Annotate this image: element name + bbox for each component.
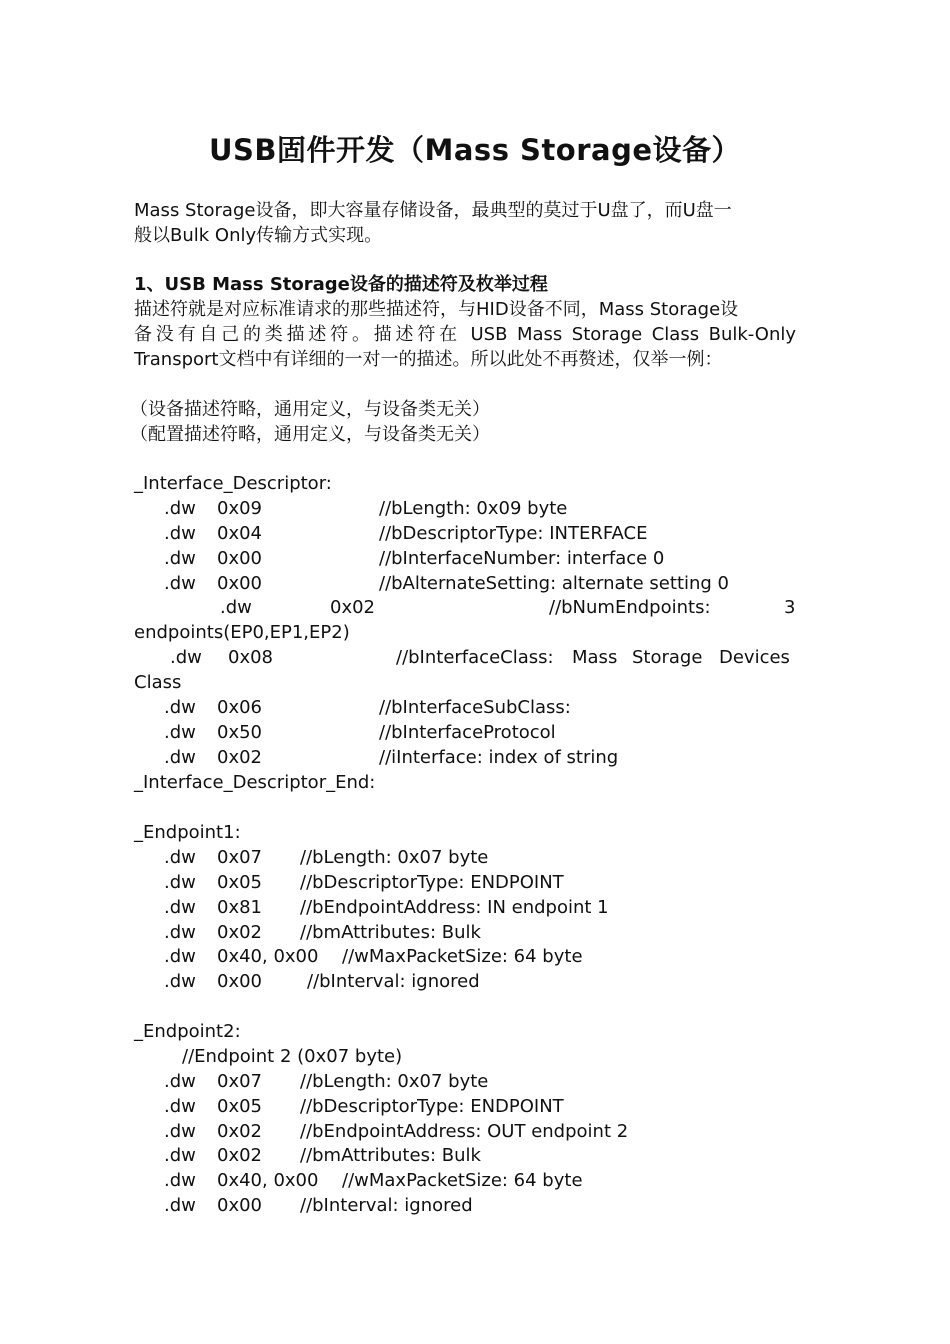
code-comment: //bInterfaceNumber: interface 0 bbox=[379, 547, 665, 569]
hex-value: 0x05 bbox=[217, 1095, 263, 1117]
hex-value: 0x00 bbox=[217, 572, 263, 594]
code-comment: //bInterval: ignored bbox=[300, 1195, 473, 1217]
dw-directive: .dw bbox=[164, 971, 196, 993]
dw-directive: .dw bbox=[164, 721, 196, 743]
dw-directive: .dw bbox=[164, 746, 196, 768]
dw-directive: .dw bbox=[164, 1170, 196, 1192]
hex-value: 0x04 bbox=[217, 522, 263, 544]
dw-directive: .dw bbox=[164, 846, 196, 868]
code-row bbox=[134, 572, 796, 597]
section-1 bbox=[134, 272, 796, 372]
code-row-interface-class bbox=[134, 646, 796, 671]
dw-directive: .dw bbox=[164, 1195, 196, 1217]
hex-value: 0x02 bbox=[217, 746, 263, 768]
hex-value: 0x02 bbox=[217, 1120, 263, 1142]
hex-value: 0x02 bbox=[217, 921, 263, 943]
code-row bbox=[134, 871, 796, 896]
endpoint-count: 3 bbox=[784, 597, 796, 619]
section-1-heading: 1、USB Mass Storage设备的描述符及枚举过程 bbox=[134, 274, 548, 295]
code-row bbox=[134, 945, 796, 970]
hex-value: 0x09 bbox=[217, 497, 263, 519]
code-comment: //bLength: 0x07 byte bbox=[300, 1070, 489, 1092]
code-row bbox=[134, 547, 796, 572]
section-1-line-2: 备没有自己的类描述符。描述符在 USB Mass Storage Class Bulk-Only bbox=[134, 324, 796, 345]
dw-directive: .dw bbox=[164, 522, 196, 544]
dw-directive: .dw bbox=[164, 1145, 196, 1167]
hex-value: 0x00 bbox=[217, 1195, 263, 1217]
intro-line-2: 般以Bulk Only传输方式实现。 bbox=[134, 225, 383, 246]
interface-descriptor-label: _Interface_Descriptor: bbox=[134, 473, 332, 494]
device-descriptor-note: （设备描述符略，通用定义，与设备类无关） bbox=[130, 399, 490, 420]
hex-value: 0x05 bbox=[217, 871, 263, 893]
code-comment: //bInterfaceClass: bbox=[396, 647, 554, 669]
code-comment: //bLength: 0x09 byte bbox=[379, 497, 568, 519]
code-row bbox=[134, 1095, 796, 1120]
code-comment: //bDescriptorType: INTERFACE bbox=[379, 522, 648, 544]
hex-value: 0x06 bbox=[217, 697, 263, 719]
intro-line-1: Mass Storage设备，即大容量存储设备，最典型的莫过于U盘了，而U盘一 bbox=[134, 200, 732, 221]
code-row bbox=[134, 497, 796, 522]
code-row bbox=[134, 522, 796, 547]
hex-value: 0x50 bbox=[217, 721, 263, 743]
config-descriptor-note: （配置描述符略，通用定义，与设备类无关） bbox=[130, 424, 490, 445]
endpoint2-block bbox=[134, 1020, 796, 1219]
hex-value: 0x02 bbox=[217, 1145, 263, 1167]
code-comment: Storage bbox=[632, 647, 703, 669]
code-comment: Mass bbox=[572, 647, 618, 669]
hex-value: 0x00 bbox=[217, 547, 263, 569]
code-comment: //bDescriptorType: ENDPOINT bbox=[300, 1095, 564, 1117]
code-comment: Devices bbox=[719, 647, 790, 669]
code-comment-wrap: Class bbox=[134, 672, 182, 694]
hex-value: 0x08 bbox=[228, 647, 274, 669]
code-comment: //bInterfaceSubClass: bbox=[379, 697, 571, 719]
dw-directive: .dw bbox=[164, 1095, 196, 1117]
code-comment: //bmAttributes: Bulk bbox=[300, 921, 481, 943]
code-row bbox=[134, 746, 796, 771]
code-comment: //wMaxPacketSize: 64 byte bbox=[342, 946, 583, 968]
dw-directive: .dw bbox=[220, 597, 252, 619]
dw-directive: .dw bbox=[164, 1070, 196, 1092]
code-comment: //bInterfaceProtocol bbox=[379, 721, 556, 743]
code-comment: //bLength: 0x07 byte bbox=[300, 846, 489, 868]
code-comment: //iInterface: index of string bbox=[379, 746, 619, 768]
code-comment-wrap: endpoints(EP0,EP1,EP2) bbox=[134, 622, 350, 644]
section-1-line-3: Transport文档中有详细的一对一的描述。所以此处不再赘述，仅举一例： bbox=[134, 349, 723, 370]
dw-directive: .dw bbox=[164, 697, 196, 719]
hex-value: 0x07 bbox=[217, 1070, 263, 1092]
dw-directive: .dw bbox=[164, 572, 196, 594]
hex-value: 0x40, 0x00 bbox=[217, 946, 319, 968]
section-1-line-1: 描述符就是对应标准请求的那些描述符，与HID设备不同，Mass Storage设 bbox=[134, 299, 739, 320]
code-comment: //bmAttributes: Bulk bbox=[300, 1145, 481, 1167]
code-row bbox=[134, 1194, 796, 1219]
code-row bbox=[134, 846, 796, 871]
dw-directive: .dw bbox=[164, 871, 196, 893]
code-comment: //wMaxPacketSize: 64 byte bbox=[342, 1170, 583, 1192]
hex-value: 0x02 bbox=[330, 597, 376, 619]
code-row bbox=[134, 1144, 796, 1169]
notes bbox=[130, 397, 792, 447]
intro-paragraph bbox=[134, 198, 796, 248]
code-row bbox=[134, 1070, 796, 1095]
code-row bbox=[134, 1120, 796, 1145]
code-comment: //bEndpointAddress: IN endpoint 1 bbox=[300, 896, 609, 918]
code-row bbox=[134, 1169, 796, 1194]
dw-directive: .dw bbox=[164, 547, 196, 569]
endpoint1-block bbox=[134, 821, 796, 995]
code-comment: //bEndpointAddress: OUT endpoint 2 bbox=[300, 1120, 629, 1142]
code-comment: //bInterval: ignored bbox=[307, 971, 480, 993]
interface-descriptor-block bbox=[134, 472, 796, 796]
dw-directive: .dw bbox=[164, 497, 196, 519]
code-row bbox=[134, 896, 796, 921]
code-row bbox=[134, 921, 796, 946]
hex-value: 0x07 bbox=[217, 846, 263, 868]
code-row-num-endpoints bbox=[134, 596, 796, 621]
code-comment: //bAlternateSetting: alternate setting 0 bbox=[379, 572, 730, 594]
hex-value: 0x00 bbox=[217, 971, 263, 993]
interface-descriptor-end-label: _Interface_Descriptor_End: bbox=[134, 771, 376, 793]
code-row bbox=[134, 696, 796, 721]
code-row bbox=[134, 721, 796, 746]
endpoint1-label: _Endpoint1: bbox=[134, 822, 241, 843]
dw-directive: .dw bbox=[164, 921, 196, 943]
endpoint2-sub-comment: //Endpoint 2 (0x07 byte) bbox=[182, 1045, 403, 1067]
dw-directive: .dw bbox=[170, 647, 202, 669]
dw-directive: .dw bbox=[164, 896, 196, 918]
code-row bbox=[134, 970, 796, 995]
page-title: USB固件开发（Mass Storage设备） bbox=[208, 133, 742, 167]
endpoint2-label: _Endpoint2: bbox=[134, 1021, 241, 1042]
dw-directive: .dw bbox=[164, 946, 196, 968]
code-comment: //bNumEndpoints: bbox=[549, 597, 711, 619]
hex-value: 0x40, 0x00 bbox=[217, 1170, 319, 1192]
dw-directive: .dw bbox=[164, 1120, 196, 1142]
hex-value: 0x81 bbox=[217, 896, 263, 918]
code-comment: //bDescriptorType: ENDPOINT bbox=[300, 871, 564, 893]
